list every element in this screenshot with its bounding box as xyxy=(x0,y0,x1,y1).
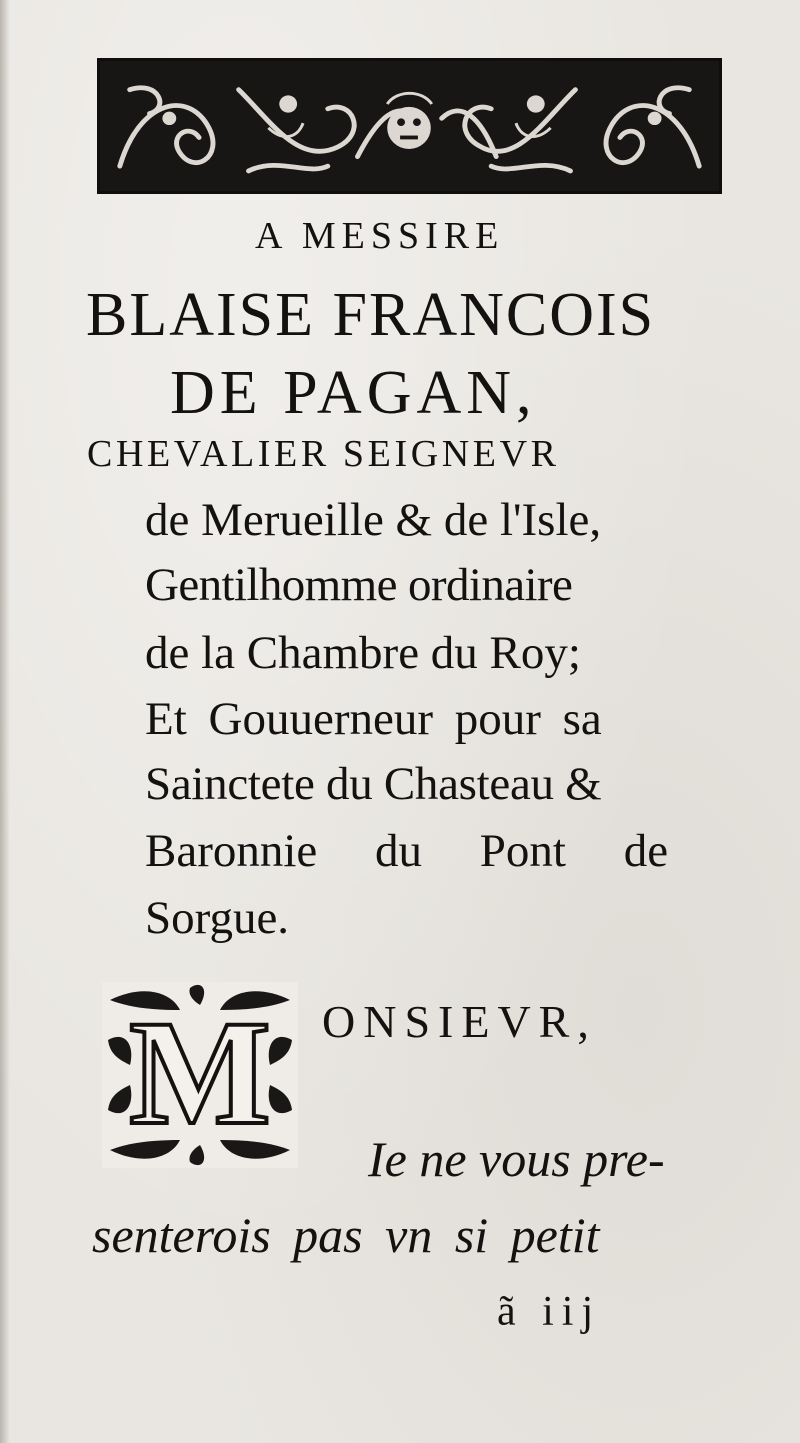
title-line-3: DE PAGAN, xyxy=(170,359,537,427)
letter-line-2: senterois pas vn si petit xyxy=(92,1207,600,1263)
address-line: Baronnie du Pont de xyxy=(145,825,669,877)
signature-mark: ã iij xyxy=(497,1289,602,1335)
page-edge-shadow xyxy=(0,0,10,1443)
woodcut-headpiece-ornament xyxy=(97,58,722,194)
address-line: Gentilhomme ordinaire xyxy=(145,559,573,611)
address-line: de Merueille & de l'Isle, xyxy=(145,494,602,546)
address-line: de la Chambre du Roy; xyxy=(145,627,581,679)
address-line: Et Gouuerneur pour sa xyxy=(145,693,602,745)
title-line-1: A MESSIRE xyxy=(255,215,505,257)
letter-line-1: Ie ne vous pre- xyxy=(368,1131,665,1187)
salutation: ONSIEVR, xyxy=(322,996,597,1047)
address-line: Sainctete du Chasteau & xyxy=(145,758,602,810)
title-line-4: CHEVALIER SEIGNEVR xyxy=(87,433,560,475)
initial-letter: M xyxy=(129,990,271,1156)
title-line-2: BLAISE FRANCOIS xyxy=(86,281,656,349)
decorated-initial xyxy=(100,980,300,1170)
address-line: Sorgue. xyxy=(145,892,290,944)
